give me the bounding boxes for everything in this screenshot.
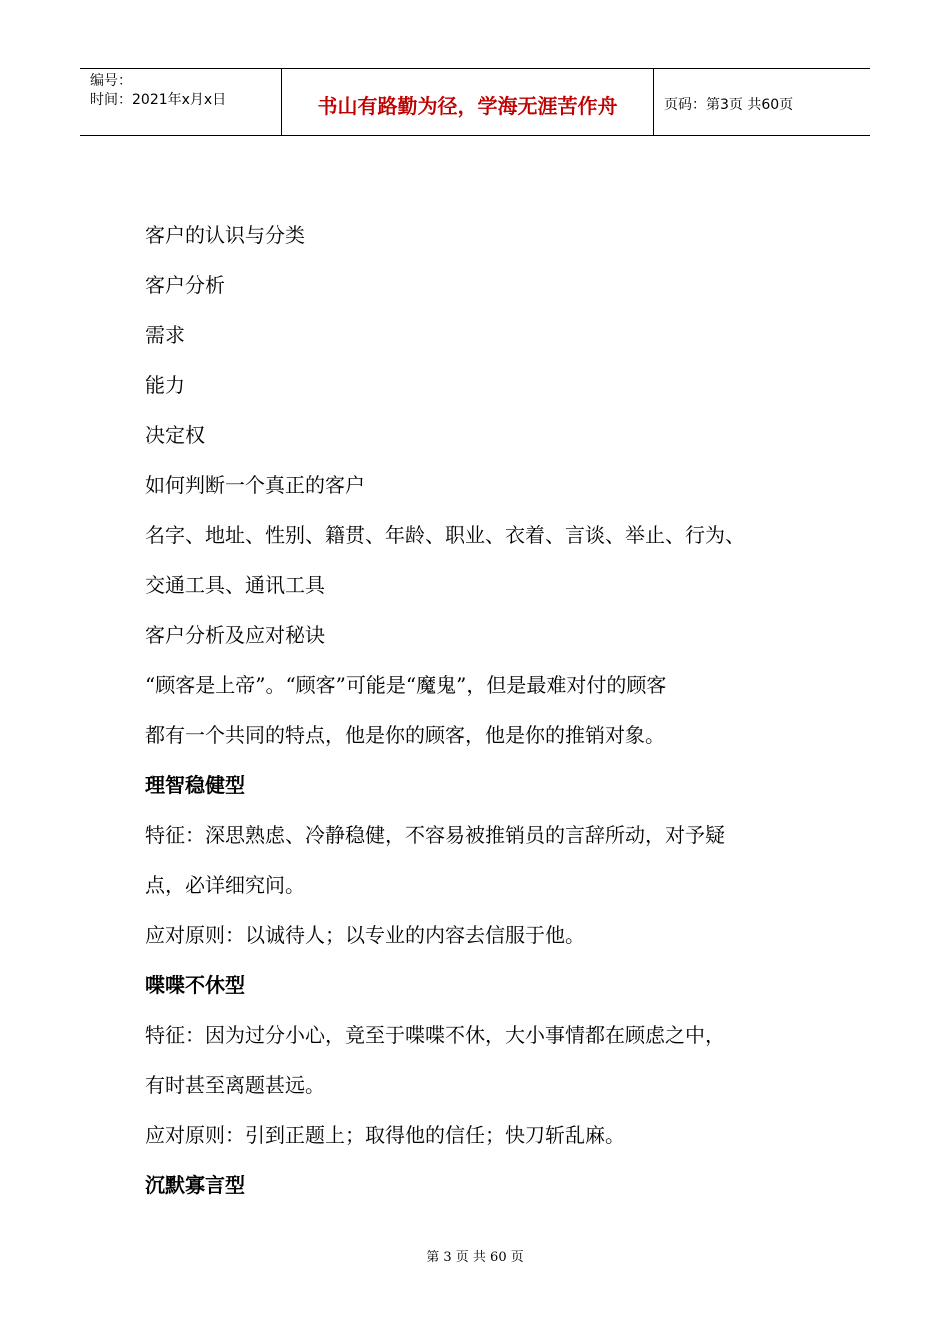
body-line: 客户的认识与分类 [145, 223, 305, 247]
page-footer: 第 3 页 共 60 页 [426, 1250, 524, 1265]
section-heading: 沉默寡言型 [145, 1173, 245, 1197]
body-line: 特征：深思熟虑、冷静稳健，不容易被推销员的言辞所动，对予疑 [145, 823, 725, 847]
body-line: 客户分析及应对秘诀 [145, 623, 325, 647]
number-label: 编号： [90, 73, 132, 89]
page-header [80, 68, 870, 136]
body-line: 如何判断一个真正的客户 [145, 473, 365, 497]
body-line: 交通工具、通讯工具 [145, 573, 325, 597]
header-meta [80, 69, 282, 135]
body-line: 能力 [145, 373, 185, 397]
header-page-info: 页码：第3页 共60页 [664, 97, 794, 113]
body-line: 应对原则：引到正题上；取得他的信任；快刀斩乱麻。 [145, 1123, 625, 1147]
body-line: 应对原则：以诚待人；以专业的内容去信服于他。 [145, 923, 585, 947]
body-line: 点，必详细究问。 [145, 873, 305, 897]
body-line: 特征：因为过分小心，竟至于喋喋不休，大小事情都在顾虑之中， [145, 1023, 725, 1047]
header-motto: 书山有路勤为径，学海无涯苦作舟 [282, 69, 654, 135]
body-line: “顾客是上帝”。“顾客”可能是“魔鬼”，但是最难对付的顾客 [145, 673, 667, 697]
body-line: 都有一个共同的特点，他是你的顾客，他是你的推销对象。 [145, 723, 665, 747]
document-body [145, 210, 835, 1210]
body-line: 决定权 [145, 423, 205, 447]
body-line: 名字、地址、性别、籍贯、年龄、职业、衣着、言谈、举止、行为、 [145, 523, 745, 547]
time-label: 时间：2021年x月x日 [90, 92, 227, 108]
body-line: 客户分析 [145, 273, 225, 297]
body-line: 需求 [145, 323, 185, 347]
section-heading: 理智稳健型 [145, 773, 245, 797]
body-line: 有时甚至离题甚远。 [145, 1073, 325, 1097]
section-heading: 喋喋不休型 [145, 973, 245, 997]
